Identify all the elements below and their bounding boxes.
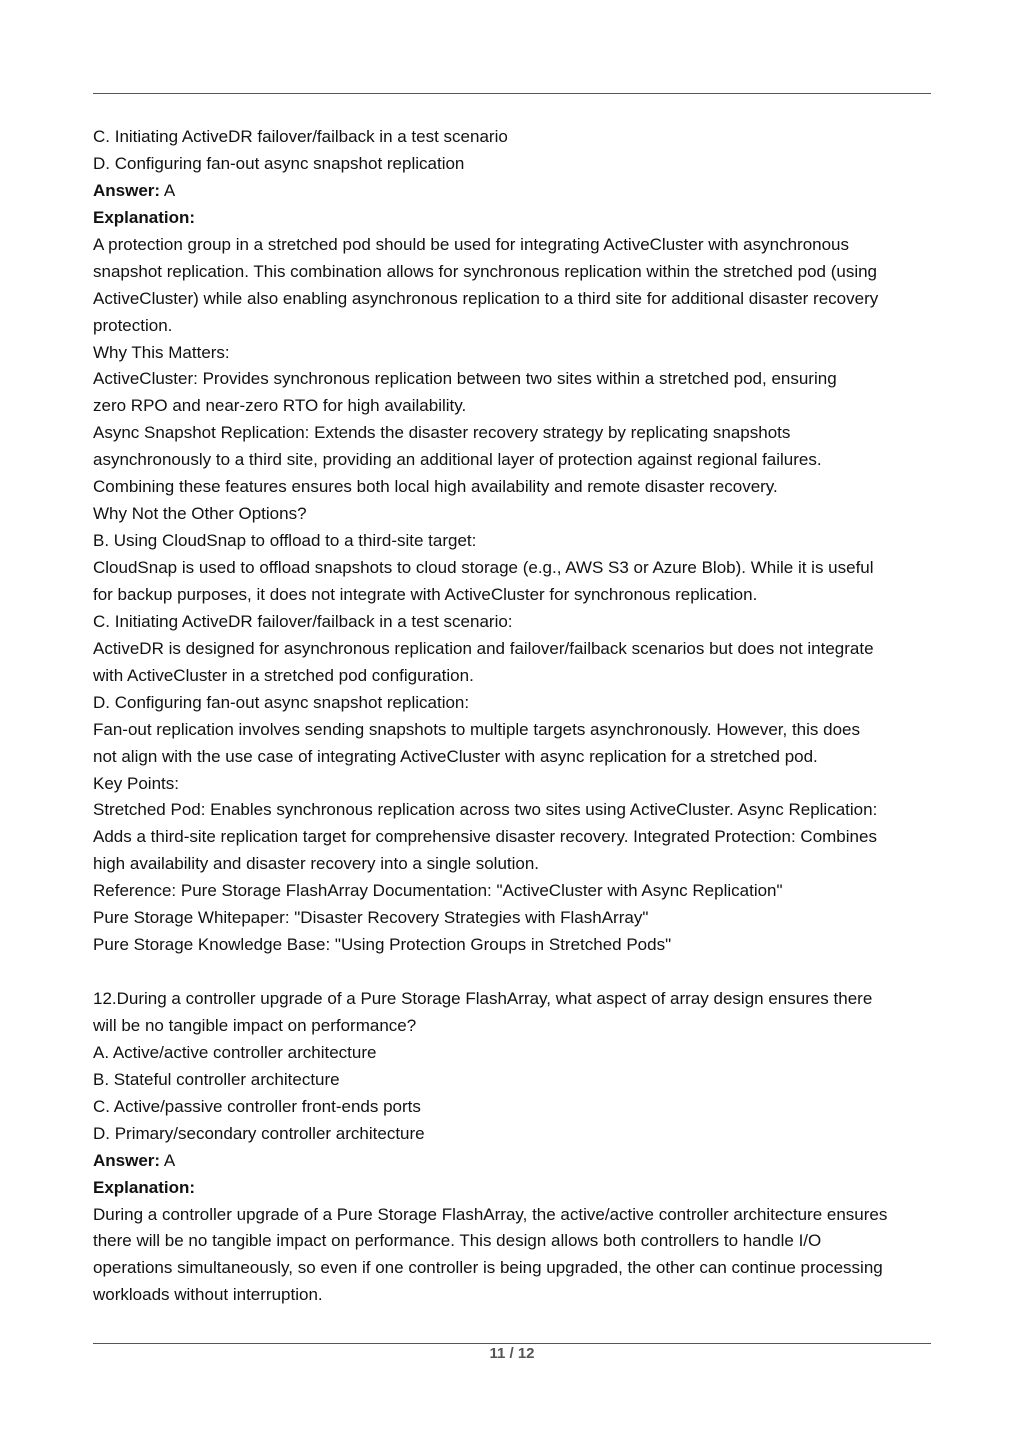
text-line — [93, 1282, 938, 1309]
text-line — [93, 824, 938, 851]
text-line — [93, 420, 938, 447]
text-line — [93, 1202, 938, 1229]
header-rule — [93, 93, 931, 94]
text-line — [93, 340, 938, 367]
line-text: CloudSnap is used to offload snapshots to cloud storage (e.g., AWS S3 or Azure Blob). While it is useful — [93, 558, 874, 577]
line-text: B. Using CloudSnap to offload to a third-site target: — [93, 531, 477, 551]
line-text: ActiveCluster) while also enabling asynchronous replication to a third site for additional disaster recovery — [93, 288, 879, 308]
line-text: asynchronously to a third site, providing an additional layer of protection against regional failures. — [93, 450, 822, 470]
line-text: ActiveDR is designed for asynchronous replication and failover/failback scenarios but does not integrate — [93, 638, 874, 658]
line-text: B. Stateful controller architecture — [93, 1069, 340, 1089]
text-line — [93, 447, 938, 474]
text-line — [93, 178, 938, 205]
line-text: workloads without interruption. — [93, 1285, 323, 1305]
text-line — [93, 582, 938, 609]
line-text: high availability and disaster recovery into a single solution. — [93, 854, 540, 874]
text-line — [93, 1121, 938, 1148]
bold-label: Answer: — [93, 1150, 161, 1170]
line-text: not align with the use case of integrating ActiveCluster with async replication for a stretched pod. — [93, 746, 818, 766]
text-line — [93, 1067, 938, 1094]
line-text: there will be no tangible impact on performance. This design allows both controllers to handle I/O — [93, 1231, 822, 1251]
line-text: protection. — [93, 315, 173, 335]
page-number: 11 / 12 — [489, 1345, 535, 1362]
text-line — [93, 771, 938, 798]
line-text: will be no tangible impact on performance? — [93, 1015, 417, 1035]
text-line — [93, 717, 938, 744]
text-line — [93, 501, 938, 528]
text-line — [93, 986, 938, 1013]
text-line — [93, 313, 938, 340]
text-line — [93, 1013, 938, 1040]
text-line — [93, 205, 938, 232]
line-text: C. Initiating ActiveDR failover/failback in a test scenario — [93, 127, 508, 146]
text-line — [93, 663, 938, 690]
bold-label: Explanation: — [93, 1177, 196, 1197]
text-line — [93, 797, 938, 824]
text-line — [93, 636, 938, 663]
line-text: with ActiveCluster in a stretched pod configuration. — [93, 665, 474, 685]
line-text: Adds a third-site replication target for comprehensive disaster recovery. Integrated Protection: Combines — [93, 827, 877, 847]
bold-label: Explanation: — [93, 207, 196, 227]
text-line — [93, 151, 938, 178]
line-text: Fan-out replication involves sending snapshots to multiple targets asynchronously. However, this does — [93, 719, 860, 739]
text-line — [93, 690, 938, 717]
line-text: 12.During a controller upgrade of a Pure Storage FlashArray, what aspect of array design ensures there — [93, 989, 873, 1008]
line-text: for backup purposes, it does not integrate with ActiveCluster for synchronous replication. — [93, 584, 758, 604]
bold-label: Answer: — [93, 180, 161, 200]
text-line — [93, 259, 938, 286]
line-text: Stretched Pod: Enables synchronous replication across two sites using ActiveCluster. Async Replication: — [93, 800, 878, 820]
text-line — [93, 286, 938, 313]
line-text: Why This Matters: — [93, 342, 230, 362]
line-text: D. Configuring fan-out async snapshot replication: — [93, 692, 470, 712]
line-text: A. Active/active controller architecture — [93, 1042, 377, 1062]
text-line — [93, 1094, 938, 1121]
text-line — [93, 1228, 938, 1255]
line-text: Pure Storage Whitepaper: "Disaster Recovery Strategies with FlashArray" — [93, 908, 649, 928]
line-text: A — [160, 180, 176, 200]
line-text: Why Not the Other Options? — [93, 504, 307, 524]
text-line — [93, 393, 938, 420]
line-text: ActiveCluster: Provides synchronous replication between two sites within a stretched pod, ensuring — [93, 369, 837, 389]
line-text: Async Snapshot Replication: Extends the disaster recovery strategy by replicating snapshots — [93, 423, 791, 443]
line-text: A protection group in a stretched pod should be used for integrating ActiveCluster with asynchronous — [93, 234, 850, 254]
footer-rule — [93, 1343, 931, 1344]
text-line — [93, 1040, 938, 1067]
text-line — [93, 474, 938, 501]
text-line — [93, 124, 938, 151]
line-text: Key Points: — [93, 773, 179, 793]
line-text: Combining these features ensures both local high availability and remote disaster recovery. — [93, 477, 778, 497]
text-line — [93, 932, 938, 959]
line-text: zero RPO and near-zero RTO for high availability. — [93, 396, 467, 416]
line-text: A — [160, 1150, 176, 1170]
line-text: Pure Storage Knowledge Base: "Using Protection Groups in Stretched Pods" — [93, 935, 672, 955]
page-content — [93, 124, 938, 1309]
line-text: D. Configuring fan-out async snapshot replication — [93, 153, 465, 173]
text-line — [93, 232, 938, 259]
text-line — [93, 555, 938, 582]
text-line — [93, 959, 938, 986]
line-text: C. Active/passive controller front-ends ports — [93, 1096, 421, 1116]
line-text: operations simultaneously, so even if one controller is being upgraded, the other can continue processing — [93, 1258, 883, 1278]
text-line — [93, 1255, 938, 1282]
text-line — [93, 878, 938, 905]
line-text: snapshot replication. This combination allows for synchronous replication within the stretched pod (using — [93, 261, 878, 281]
line-text: During a controller upgrade of a Pure Storage FlashArray, the active/active controller architecture ensures — [93, 1204, 888, 1224]
line-text: Reference: Pure Storage FlashArray Documentation: "ActiveCluster with Async Replication" — [93, 881, 783, 901]
line-text: D. Primary/secondary controller architecture — [93, 1123, 425, 1143]
text-line — [93, 1175, 938, 1202]
text-line — [93, 366, 938, 393]
text-line — [93, 905, 938, 932]
text-line — [93, 609, 938, 636]
text-line — [93, 528, 938, 555]
text-line — [93, 1148, 938, 1175]
line-text: C. Initiating ActiveDR failover/failback in a test scenario: — [93, 611, 513, 631]
text-line — [93, 851, 938, 878]
text-line — [93, 744, 938, 771]
